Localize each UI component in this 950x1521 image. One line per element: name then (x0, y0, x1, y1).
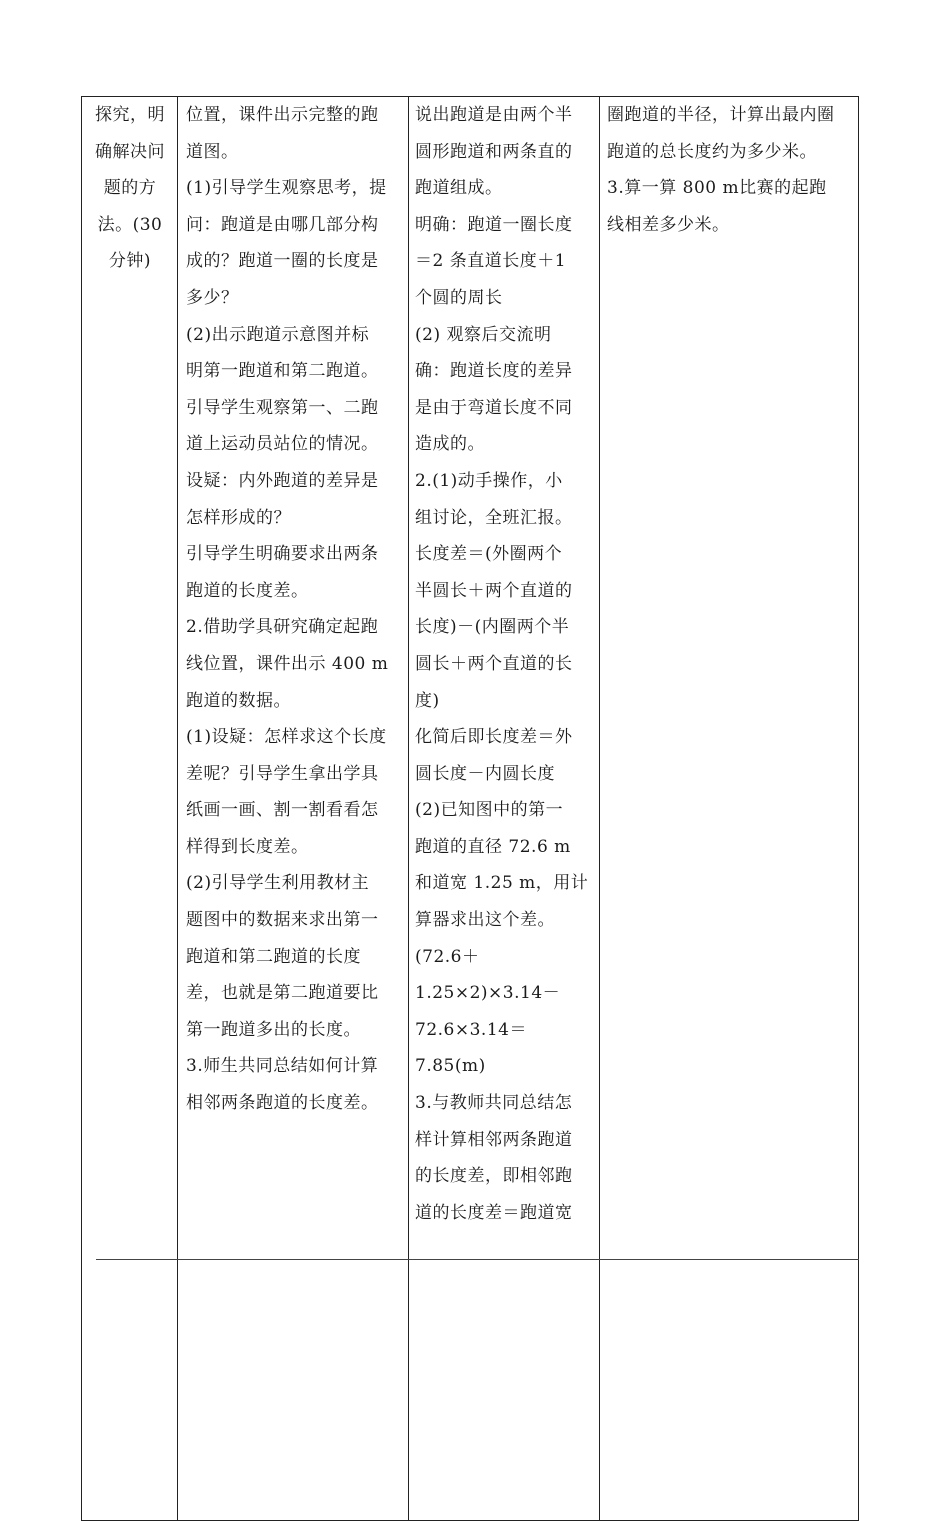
text-line: 跑道组成。 (415, 178, 503, 199)
text-line: 圆长度－内圆长度 (415, 763, 555, 784)
text-fragment: (72.6 (415, 946, 462, 967)
text-fragment: 1.25×2)×3.14 (415, 983, 543, 1004)
teacher-activity-column (186, 97, 402, 1122)
footer-rule (96, 1259, 859, 1260)
text-line: 纸画一画、割一割看看怎 (186, 800, 379, 821)
text-line: 差，也就是第二跑道要比 (186, 983, 379, 1004)
text-line: 说出跑道是由两个半 (415, 105, 573, 125)
text-line: 圆形跑道和两条直的 (415, 141, 573, 162)
text-line: 样计算相邻两条跑道 (415, 1129, 573, 1150)
text-line: 确解决问 (95, 141, 165, 162)
text-line: 跑道的直径 72.6 m (415, 836, 571, 857)
text-fragment: ＝ (509, 1019, 527, 1040)
text-fragment: － (542, 983, 561, 1004)
text-line: (2) 观察后交流明 (415, 324, 552, 345)
text-line: 多少？ (186, 287, 239, 308)
text-line: 明第一跑道和第二跑道。 (186, 361, 379, 382)
text-line: 2.(1)动手操作，小 (415, 470, 563, 491)
text-line: 确：跑道长度的差异 (415, 361, 573, 382)
text-line: (2)已知图中的第一 (415, 800, 564, 821)
text-line: 2.借助学具研究确定起跑 (186, 617, 379, 638)
text-line: 化简后即长度差＝外 (415, 727, 573, 748)
student-activity-column (415, 97, 593, 1231)
text-line: 是由于弯道长度不同 (415, 397, 573, 418)
text-fragment: 72.6×3.14 (415, 1019, 510, 1040)
text-line: (2)引导学生利用教材主 (186, 873, 370, 894)
text-fragment: ＋ (461, 946, 480, 967)
text-line: 位置，课件出示完整的跑 (186, 105, 379, 125)
column-divider (177, 97, 178, 1520)
text-line: 问：跑道是由哪几部分构 (186, 214, 379, 235)
lesson-plan-table (81, 96, 859, 1521)
text-line: 组讨论，全班汇报。 (415, 507, 573, 528)
text-line: 和道宽 1.25 m，用计 (415, 873, 589, 894)
text-line: ＝2 条直道长度＋1 (415, 251, 567, 272)
text-line: 相邻两条跑道的长度差。 (186, 1093, 379, 1114)
text-line: (1)引导学生观察思考，提 (186, 178, 387, 199)
text-line: 造成的。 (415, 434, 485, 455)
text-line: 7.85(m) (415, 1056, 486, 1077)
text-line: 分钟) (108, 251, 152, 272)
text-line: (2)出示跑道示意图并标 (186, 324, 370, 345)
text-line: 3.与教师共同总结怎 (415, 1093, 573, 1114)
text-line: 样得到长度差。 (186, 836, 309, 857)
text-line: 题图中的数据来求出第一 (186, 910, 379, 931)
stage-column (86, 97, 174, 280)
text-line: 的长度差，即相邻跑 (415, 1166, 573, 1187)
text-line: 法。(30 (97, 214, 163, 235)
text-line: 半圆长＋两个直道的 (415, 580, 573, 601)
text-line: 成的？跑道一圈的长度是 (186, 251, 379, 272)
text-line: 道上运动员站位的情况。 (186, 434, 379, 455)
column-divider (599, 97, 600, 1520)
text-line: 设疑：内外跑道的差异是 (186, 470, 379, 491)
text-line: 长度)－(内圈两个半 (415, 617, 570, 638)
text-line: 怎样形成的？ (186, 507, 291, 528)
text-line: 跑道的长度差。 (186, 580, 309, 601)
text-line (415, 939, 593, 976)
text-line: 圈跑道的半径，计算出最内圈 (607, 105, 835, 125)
text-line: 道的长度差＝跑道宽 (415, 1202, 573, 1223)
text-line: 线相差多少米。 (607, 214, 730, 235)
text-line: 个圆的周长 (415, 287, 503, 308)
text-line: 跑道的总长度约为多少米。 (607, 141, 817, 162)
text-line: 差呢？引导学生拿出学具 (186, 763, 379, 784)
text-line: 道图。 (186, 141, 239, 162)
text-line (415, 1012, 593, 1049)
text-line: 题的方 (103, 178, 157, 199)
text-line: 算器求出这个差。 (415, 910, 555, 931)
text-line: 3.算一算 800 m比赛的起跑 (607, 178, 827, 199)
text-line: 明确：跑道一圈长度 (415, 214, 573, 235)
column-divider (408, 97, 409, 1520)
text-line: 圆长＋两个直道的长 (415, 653, 573, 674)
text-line: 第一跑道多出的长度。 (186, 1019, 361, 1040)
text-line: 跑道和第二跑道的长度 (186, 946, 361, 967)
text-line: 3.师生共同总结如何计算 (186, 1056, 379, 1077)
text-line: 跑道的数据。 (186, 690, 291, 711)
text-line: (1)设疑：怎样求这个长度 (186, 727, 387, 748)
text-line: 探究，明 (95, 105, 165, 125)
exercise-column (607, 97, 853, 243)
text-line (415, 975, 593, 1012)
text-line: 长度差＝(外圈两个 (415, 544, 563, 565)
text-line: 线位置，课件出示 400 m (186, 653, 389, 674)
text-line: 度) (415, 690, 440, 711)
text-line: 引导学生观察第一、二跑 (186, 397, 379, 418)
text-line: 引导学生明确要求出两条 (186, 544, 379, 565)
